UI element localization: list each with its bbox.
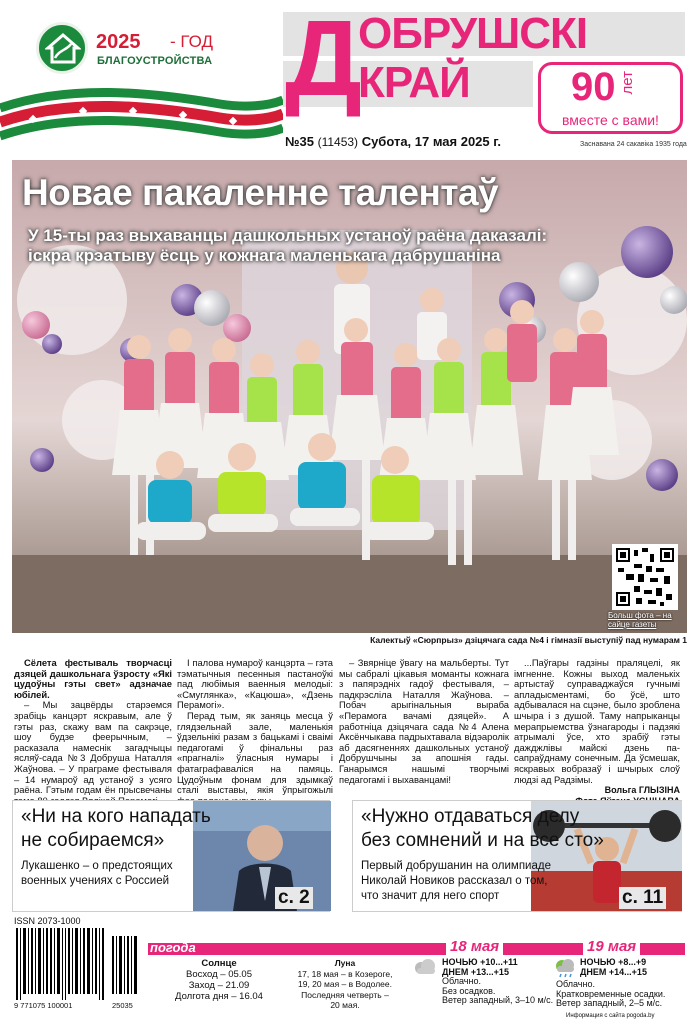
weather-label: погода <box>150 940 196 955</box>
cloudy-icon <box>412 958 438 976</box>
year-number: 2025 <box>96 31 141 53</box>
barcode-digits: 9 771075 100001 <box>14 1001 73 1010</box>
day2-night: НОЧЬЮ +8...+9 <box>580 957 647 967</box>
weather-day-2-label: 19 мая <box>583 938 640 955</box>
article-paragraph: ...Паўгары гадзіны праляцелі, як імгненне. Кожны выход маленькіх артыстаў суправаджаўся гучнымі апладысментамі, бо ўсё, што адбывалася на сцэне, было зроблена шчыра і з душой. Таму напрыканцы мерапрыемства ўзнагароды і падзякі атрымалі ўсе, хто зрабіў гэты дажджлівы майскі дзень па-сапраўднаму сонечным. Да ўсмешак, яскравых вобразаў і шчырых слоў людзі ад Радзімы. <box>514 657 680 785</box>
year-of-improvement-banner <box>0 0 283 160</box>
article-author: Вольга ГЛЫЗІНА <box>604 785 680 796</box>
teaser-text-line: Лукашенко – о предстоящих <box>21 860 173 872</box>
teaser-quote <box>361 805 604 853</box>
teaser-page-ref[interactable]: с. 2 <box>275 887 313 909</box>
sunset: Заход – 21.09 <box>188 980 250 991</box>
ornament-waves <box>0 0 283 160</box>
weather-day-2-details <box>556 980 665 1009</box>
teaser-text-line: что значит для него спорт <box>361 890 500 902</box>
teaser-text <box>21 859 173 889</box>
house-emblem-icon <box>36 22 88 74</box>
day2-line: Кратковременные осадки. <box>556 988 666 999</box>
day2-day: ДНЕМ +14...+15 <box>580 966 647 977</box>
teaser-text-line: военных учениях с Россией <box>21 875 170 887</box>
masthead-initial: Д <box>285 0 362 118</box>
day1-night: НОЧЬЮ +10...+11 <box>442 957 518 967</box>
anniversary-number: 90 <box>571 65 616 109</box>
barcode <box>12 928 140 1012</box>
article-paragraph: – Звярніце ўвагу на мальберты. Тут мы сабралі цікавыя моманты кожнага з папярэдніх гадоў фестываля, – падкрэсліла Наталля Жаўнова. – Побач арыгінальныя выраба «Перамога вачамі дзяцей». А работніца дзіцячага сада №4 Алена Аксёнчыкава падрыхтавала відэаролік аб дасягненнях дашкольных устаноў Добрушчыны за апошнія гады. Ганарымся нашымі творчымі педагогамі і выхаванцамі! <box>339 657 509 785</box>
teaser-page-ref[interactable]: с. 11 <box>619 887 666 909</box>
moon-line: Последняя четверть – <box>301 989 389 1000</box>
founded-note: Заснавана 24 сакавіка 1935 года <box>580 141 687 148</box>
sun-title: Солнце <box>201 958 237 969</box>
sun-info <box>160 958 278 1002</box>
weather-day-1-label: 18 мая <box>446 938 503 955</box>
weather-source: Информация с сайта pogoda.by <box>566 1013 655 1019</box>
photo-caption: Калектыў «Сюрпрыз» дзіцячага сада №4 і гімназії выступіў пад нумарам 1 <box>370 635 687 645</box>
weather-day-2 <box>580 958 647 977</box>
article-column-4 <box>514 658 680 806</box>
anniversary-unit: лет <box>619 71 636 95</box>
issue-number: №35 <box>285 134 314 149</box>
day-length: Долгота дня – 16.04 <box>175 991 263 1002</box>
masthead <box>283 0 685 128</box>
moon-line: 17, 18 мая – в Козероге, <box>297 968 393 979</box>
teaser-quote-line: «Нужно отдаваться делу <box>361 806 580 827</box>
issue-line <box>285 134 501 149</box>
article-paragraph: І палова нумароў канцэрта – гэта тэматычныя песенныя пастаноўкі пад любімыя ваенныя мелодыі: «Смуглянка», «Кацюша», «Дзень Перамогі». <box>177 657 333 711</box>
article-column-3 <box>339 658 509 785</box>
day2-line: Облачно. <box>556 979 595 989</box>
article-paragraph: Перад тым, як заняць месца ў глядзельнай зале, маленькія ўдзельнікі разам з бацькамі і сваімі педагогамі ў фінальны раз «прагналі» ўласныя нумары і фатаграфаваліся на памяць. Цудоўным фонам для здымкаў сталі выставы, якія ўпрыгожылі <box>177 709 333 796</box>
moon-info <box>285 958 405 1011</box>
main-headline: Новае пакаленне талентаў <box>22 172 499 213</box>
moon-line: 20 мая. <box>330 1000 360 1010</box>
qr-code[interactable] <box>612 544 678 610</box>
masthead-line2: КРАЙ <box>358 58 470 107</box>
article-column-1 <box>14 658 172 806</box>
day1-line: Облачно. <box>442 976 481 986</box>
anniversary-slogan: вместе с вами! <box>562 112 659 128</box>
teaser-quote <box>21 805 211 853</box>
teaser-novikov[interactable] <box>352 800 682 912</box>
anniversary-badge <box>538 62 683 134</box>
year-subtitle: БЛАГОУСТРОЙСТВА <box>97 55 213 67</box>
rain-cloud-icon <box>553 958 577 978</box>
teaser-quote-line: не собираемся» <box>21 830 165 851</box>
weather-day-1 <box>442 958 553 1006</box>
day2-line: Ветер западный, 2–5 м/с. <box>556 998 663 1008</box>
qr-caption: Больш фота – на сайце газеты <box>608 611 672 629</box>
issn: ISSN 2073-1000 <box>14 916 81 926</box>
moon-title: Луна <box>334 958 356 968</box>
teaser-lukashenko[interactable] <box>12 800 330 912</box>
sunrise: Восход – 05.05 <box>186 969 252 980</box>
article-intro: Сёлета фестываль творчасці дзяцей дашкольнага ўзросту «Якi цудоўны гэты свет» адзначае юбілей. <box>14 657 172 700</box>
teaser-text-line: Первый добрушанин на олимпиаде <box>361 860 551 872</box>
teaser-text-line: Николай Новиков рассказал о том, <box>361 875 548 887</box>
day1-line: Без осадков. <box>442 985 496 996</box>
moon-line: 19, 20 мая – в Водолее. <box>298 979 392 989</box>
day1-line: Ветер западный, 3–10 м/с. <box>442 995 554 1005</box>
teaser-quote-line: «Ни на кого нападать <box>21 806 211 827</box>
year-word: - ГОД <box>170 32 213 51</box>
main-lead: У 15-ты раз выхаванцы дашкольных устаноў раёна даказалі: іскра крэатыву ёсць у кожнага маленькага дабрушаніна <box>28 226 548 265</box>
teaser-text <box>361 859 551 904</box>
masthead-line1: ОБРУШСКІ <box>358 9 588 58</box>
article-column-2 <box>177 658 333 806</box>
issue-total: (11453) <box>317 135 359 149</box>
teaser-quote-line: без сомнений и на все сто» <box>361 830 604 851</box>
issue-date: Субота, 17 мая 2025 г. <box>361 134 501 149</box>
day1-day: ДНЕМ +13...+15 <box>442 966 509 977</box>
article-paragraph: – Мы зацвёрды старэемся зрабіць канцэрт яскравым, але ў гэты раз, скажу вам па сакрэце, шоу будзе феерычным, – расказала намеснік загадчыцы ясляў-сада №3 Добруша Наталля Жаўнова. – У праграме фестываля – 14 нумароў ад устаноў з усяго раёна. Гэтым годам ён прысвечаны <box>14 699 172 796</box>
barcode-addon: 25035 <box>112 1001 133 1010</box>
